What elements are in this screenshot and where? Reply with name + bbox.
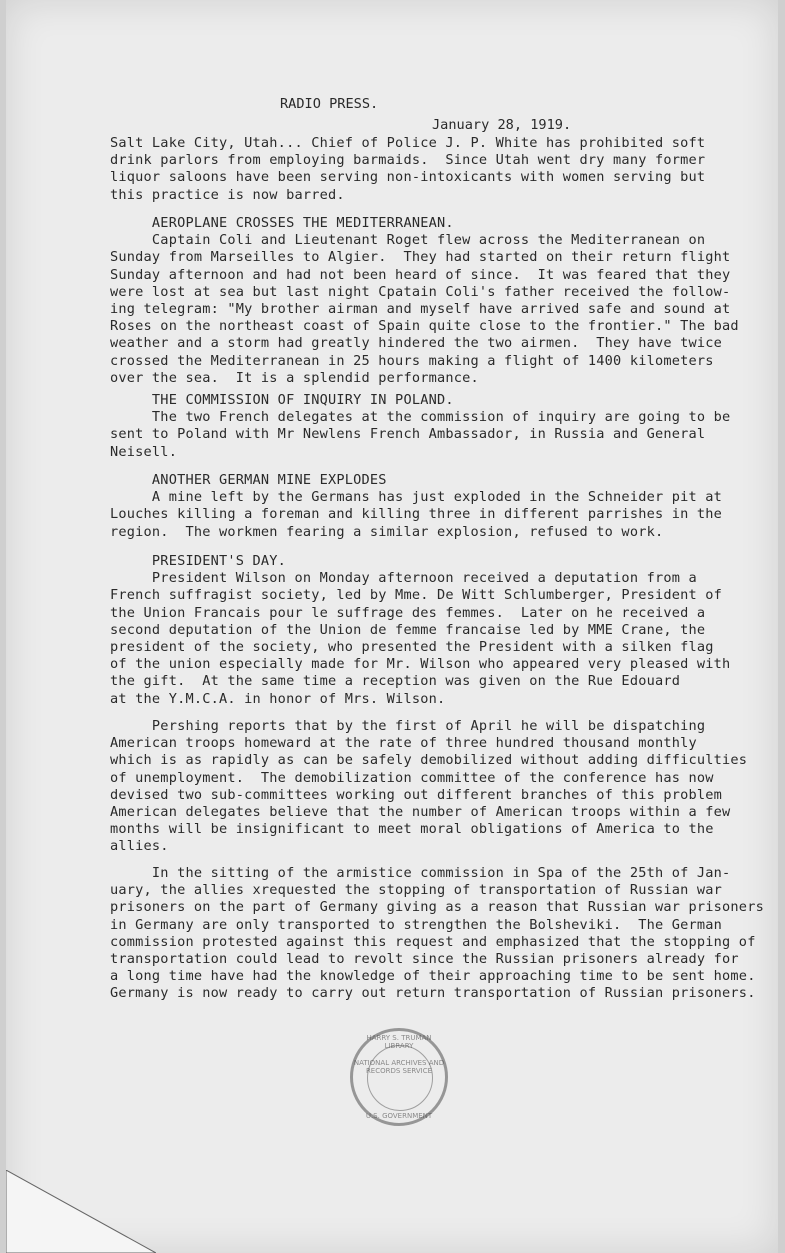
text-line: American troops homeward at the rate of three hundred thousand monthly	[110, 735, 697, 752]
paragraph-armistice	[110, 865, 764, 1003]
text-line: this practice is now barred.	[110, 186, 345, 203]
text-line: Captain Coli and Lieutenant Roget flew across the Mediterranean on	[110, 232, 706, 249]
text-line: crossed the Mediterranean in 25 hours making a flight of 1400 kilometers	[110, 352, 714, 369]
text-line: devised two sub-committees working out different branches of this problem	[110, 786, 723, 803]
text-line: the gift. At the same time a reception was given on the Rue Edouard	[110, 673, 681, 690]
stamp-top-text: HARRY S. TRUMAN LIBRARY	[366, 1034, 432, 1050]
text-line: allies.	[110, 838, 169, 855]
text-line: THE COMMISSION OF INQUIRY IN POLAND.	[110, 392, 454, 408]
text-line: second deputation of the Union de femme francaise led by MME Crane, the	[110, 621, 706, 638]
text-line: weather and a storm had greatly hindered the two airmen. They have twice	[110, 335, 723, 352]
text-line: transportation could lead to revolt since the Russian prisoners already for	[110, 950, 739, 967]
text-line: ing telegram: "My brother airman and myself have arrived safe and sound at	[110, 300, 731, 317]
text-line: Germany is now ready to carry out return transportation of Russian prisoners.	[110, 985, 756, 1002]
text-line: PRESIDENT'S DAY.	[110, 553, 287, 569]
paragraph-president	[110, 553, 740, 708]
stamp-bottom-text: U.S. GOVERNMENT	[365, 1112, 433, 1120]
text-line: drink parlors from employing barmaids. Since Utah went dry many former	[110, 152, 706, 169]
document-title: RADIO PRESS.	[280, 96, 379, 112]
text-line: over the sea. It is a splendid performance.	[110, 369, 479, 386]
stamp-inner-ring	[367, 1045, 433, 1111]
text-line: ANOTHER GERMAN MINE EXPLODES	[110, 472, 387, 488]
text-line: commission protested against this request and emphasized that the stopping of	[110, 933, 756, 950]
text-line: President Wilson on Monday afternoon received a deputation from a	[110, 570, 697, 587]
text-line: Sunday from Marseilles to Algier. They had started on their return flight	[110, 249, 731, 266]
text-line: AEROPLANE CROSSES THE MEDITERRANEAN.	[110, 215, 454, 231]
text-line: Pershing reports that by the first of April he will be dispatching	[110, 718, 706, 734]
paragraph-commission	[110, 392, 740, 461]
text-line: Neisell.	[110, 443, 178, 460]
text-line: which is as rapidly as can be safely demobilized without adding difficulties	[110, 752, 748, 769]
paragraph-pershing	[110, 718, 748, 856]
folded-corner	[6, 1170, 156, 1253]
text-line: prisoners on the part of Germany giving as a reason that Russian war prisoners	[110, 899, 764, 916]
text-line: The two French delegates at the commission of inquiry are going to be	[110, 409, 731, 426]
paragraph-intro	[110, 135, 740, 204]
text-line: the Union Francais pour le suffrage des femmes. Later on he received a	[110, 604, 706, 621]
text-line: sent to Poland with Mr Newlens French Ambassador, in Russia and General	[110, 426, 706, 443]
text-line: months will be insignificant to meet moral obligations of America to the	[110, 821, 714, 838]
text-line: of unemployment. The demobilization committee of the conference has now	[110, 769, 714, 786]
document-date: January 28, 1919.	[432, 117, 572, 133]
text-line: A mine left by the Germans has just exploded in the Schneider pit at	[110, 489, 723, 506]
text-line: of the union especially made for Mr. Wilson who appeared very pleased with	[110, 656, 731, 673]
text-line: uary, the allies xrequested the stopping of transportation of Russian war	[110, 882, 723, 899]
text-line: a long time have had the knowledge of their approaching time to be sent home.	[110, 968, 756, 985]
text-line: American delegates believe that the number of American troops within a few	[110, 803, 731, 820]
text-line: Salt Lake City, Utah... Chief of Police J. P. White has prohibited soft	[110, 135, 706, 151]
text-line: were lost at sea but last night Cpatain Coli's father received the follow-	[110, 283, 731, 300]
paragraph-aeroplane	[110, 215, 740, 387]
text-line: Sunday afternoon and had not been heard of since. It was feared that they	[110, 266, 731, 283]
stamp-middle-text: NATIONAL ARCHIVES AND RECORDS SERVICE	[353, 1059, 445, 1075]
text-line: in Germany are only transported to strengthen the Bolsheviki. The German	[110, 916, 723, 933]
text-line: Louches killing a foreman and killing three in different parrishes in the	[110, 506, 723, 523]
text-line: at the Y.M.C.A. in honor of Mrs. Wilson.	[110, 690, 446, 707]
text-line: liquor saloons have been serving non-intoxicants with women serving but	[110, 169, 706, 186]
paragraph-mine	[110, 472, 740, 541]
archive-stamp	[350, 1028, 448, 1126]
text-line: region. The workmen fearing a similar explosion, refused to work.	[110, 523, 664, 540]
text-line: In the sitting of the armistice commission in Spa of the 25th of Jan-	[110, 865, 731, 881]
text-line: French suffragist society, led by Mme. De Witt Schlumberger, President of	[110, 587, 723, 604]
text-line: president of the society, who presented the President with a silken flag	[110, 638, 714, 655]
text-line: Roses on the northeast coast of Spain quite close to the frontier." The bad	[110, 318, 739, 335]
